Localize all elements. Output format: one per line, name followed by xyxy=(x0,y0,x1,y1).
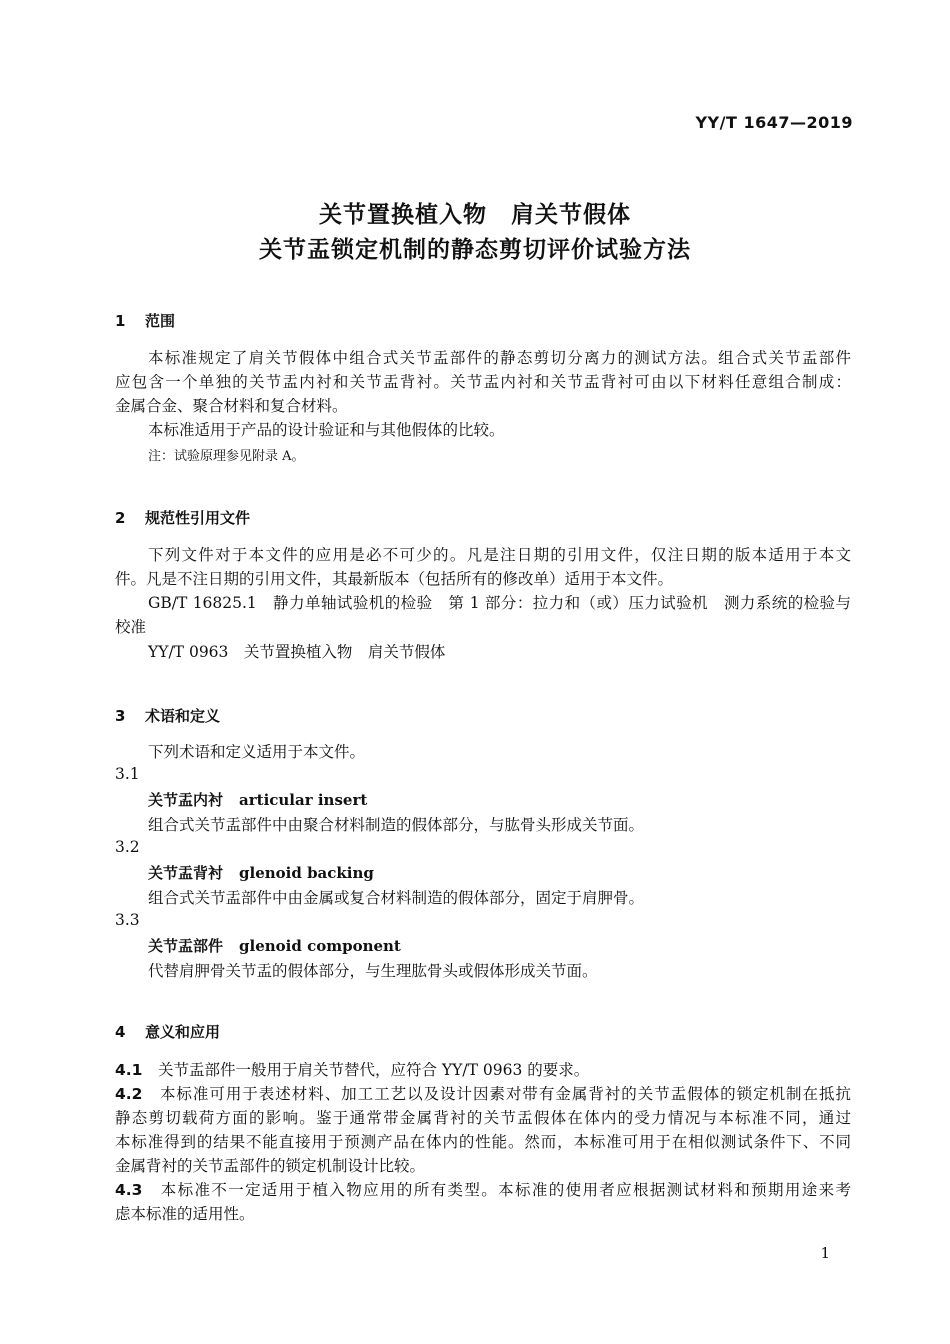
term-en: articular insert xyxy=(239,791,368,809)
paragraph-line: 校准 xyxy=(115,618,147,636)
section-title: 规范性引用文件 xyxy=(145,509,251,527)
section-number: 2 xyxy=(115,509,126,527)
clause-text: 本标准可用于表述材料、加工工艺以及设计因素对带有金属背衬的关节盂假体的锁定机制在抵抗 xyxy=(159,1085,851,1103)
paragraph-line: 金属背衬的关节盂部件的锁定机制设计比较。 xyxy=(115,1157,426,1175)
term-zh: 关节盂部件 xyxy=(148,937,224,955)
term-definition: 代替肩胛骨关节盂的假体部分，与生理肱骨头或假体形成关节面。 xyxy=(148,962,598,980)
page-number: 1 xyxy=(820,1244,830,1262)
reference-gb-t-16825-1: GB/T 16825.1 静力单轴试验机的检验 第 1 部分：拉力和（或）压力试验机 测力系统的检验与 xyxy=(148,594,851,612)
clause-number: 4.1 xyxy=(115,1061,143,1079)
section-number: 3 xyxy=(115,707,126,725)
paragraph-line: 应包含一个单独的关节盂内衬和关节盂背衬。关节盂内衬和关节盂背衬可由以下材料任意组合制成： xyxy=(115,373,851,391)
paragraph-line: 本标准规定了肩关节假体中组合式关节盂部件的静态剪切分离力的测试方法。组合式关节盂部件 xyxy=(148,349,851,367)
section-title: 术语和定义 xyxy=(145,707,221,725)
section-number: 1 xyxy=(115,312,126,330)
reference-yy-t-0963: YY/T 0963 关节置换植入物 肩关节假体 xyxy=(148,643,446,661)
paragraph-line: 下列文件对于本文件的应用是必不可少的。凡是注日期的引用文件，仅注日期的版本适用于本文 xyxy=(148,546,851,564)
section-number: 4 xyxy=(115,1023,126,1041)
paragraph-line: 静态剪切载荷方面的影响。鉴于通常带金属背衬的关节盂假体在体内的受力情况与本标准不同，通过 xyxy=(115,1109,851,1127)
clause-4-3 xyxy=(115,1178,851,1202)
section-4-heading xyxy=(115,1021,220,1042)
term-entry xyxy=(148,789,367,810)
section-2-heading xyxy=(115,507,250,528)
term-entry xyxy=(148,935,401,956)
paragraph-line: 本标准得到的结果不能直接用于预测产品在体内的性能。然而，本标准可用于在相似测试条件下、不同 xyxy=(115,1133,851,1151)
term-en: glenoid backing xyxy=(239,864,374,882)
note: 注：试验原理参见附录 A。 xyxy=(148,449,305,464)
paragraph-line: 虑本标准的适用性。 xyxy=(115,1205,255,1223)
clause-text: 本标准不一定适用于植入物应用的所有类型。本标准的使用者应根据测试材料和预期用途来考 xyxy=(160,1181,851,1199)
paragraph-line: 件。凡是不注日期的引用文件，其最新版本（包括所有的修改单）适用于本文件。 xyxy=(115,570,674,588)
term-number: 3.2 xyxy=(115,838,140,856)
clause-4-1 xyxy=(115,1058,589,1082)
clause-number: 4.3 xyxy=(115,1181,143,1199)
term-number: 3.1 xyxy=(115,765,140,783)
document-title-line1: 关节置换植入物 肩关节假体 xyxy=(319,202,631,228)
section-title: 意义和应用 xyxy=(145,1023,221,1041)
section-title: 范围 xyxy=(145,312,176,330)
term-number: 3.3 xyxy=(115,911,140,929)
standard-code: YY/T 1647—2019 xyxy=(695,113,853,132)
term-zh: 关节盂内衬 xyxy=(148,791,224,809)
paragraph: 下列术语和定义适用于本文件。 xyxy=(148,743,366,761)
paragraph-line: 金属合金、聚合材料和复合材料。 xyxy=(115,397,348,415)
clause-4-2 xyxy=(115,1082,851,1106)
term-definition: 组合式关节盂部件中由聚合材料制造的假体部分，与肱骨头形成关节面。 xyxy=(148,816,645,834)
term-en: glenoid component xyxy=(239,937,401,955)
section-3-heading xyxy=(115,705,220,726)
paragraph: 本标准适用于产品的设计验证和与其他假体的比较。 xyxy=(148,421,505,439)
clause-text: 关节盂部件一般用于肩关节替代，应符合 YY/T 0963 的要求。 xyxy=(157,1061,590,1079)
term-zh: 关节盂背衬 xyxy=(148,864,224,882)
term-definition: 组合式关节盂部件中由金属或复合材料制造的假体部分，固定于肩胛骨。 xyxy=(148,889,645,907)
document-title-line2: 关节盂锁定机制的静态剪切评价试验方法 xyxy=(259,237,691,263)
term-entry xyxy=(148,862,374,883)
clause-number: 4.2 xyxy=(115,1085,143,1103)
section-1-heading xyxy=(115,310,175,331)
